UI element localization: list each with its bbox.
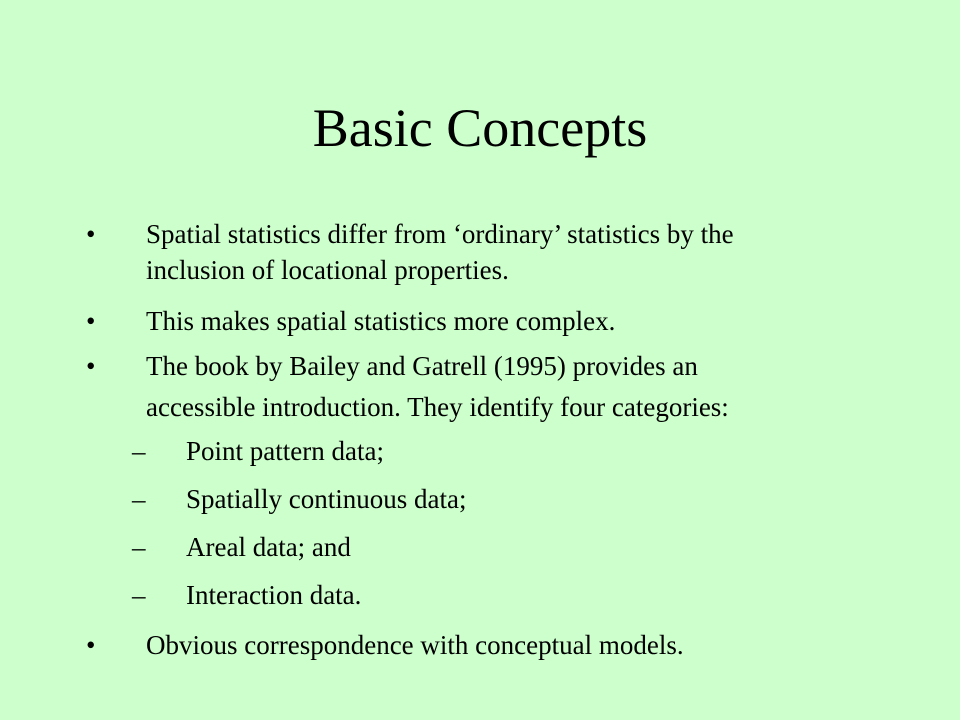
bullet-marker: • bbox=[86, 219, 96, 249]
sub-item-text: Spatially continuous data; bbox=[186, 484, 467, 514]
dash-marker: – bbox=[132, 580, 146, 610]
dash-marker: – bbox=[132, 436, 146, 466]
bullet-text-line: This makes spatial statistics more complex. bbox=[146, 306, 616, 336]
bullet-text-line: inclusion of locational properties. bbox=[146, 255, 509, 285]
slide-title: Basic Concepts bbox=[312, 98, 648, 158]
sub-item-text: Interaction data. bbox=[186, 580, 362, 610]
bullet-marker: • bbox=[86, 306, 96, 336]
bullet-text-line: Spatial statistics differ from ‘ordinary’ statistics by the bbox=[146, 219, 734, 249]
bullet-text-line: The book by Bailey and Gatrell (1995) provides an bbox=[146, 351, 698, 381]
bullet-marker: • bbox=[86, 351, 96, 381]
sub-item-text: Areal data; and bbox=[186, 532, 351, 562]
dash-marker: – bbox=[132, 532, 146, 562]
sub-item-text: Point pattern data; bbox=[186, 436, 384, 466]
bullet-text-line: accessible introduction. They identify four categories: bbox=[146, 392, 729, 422]
dash-marker: – bbox=[132, 484, 146, 514]
bullet-text-line: Obvious correspondence with conceptual models. bbox=[146, 630, 684, 660]
bullet-marker: • bbox=[86, 630, 96, 660]
